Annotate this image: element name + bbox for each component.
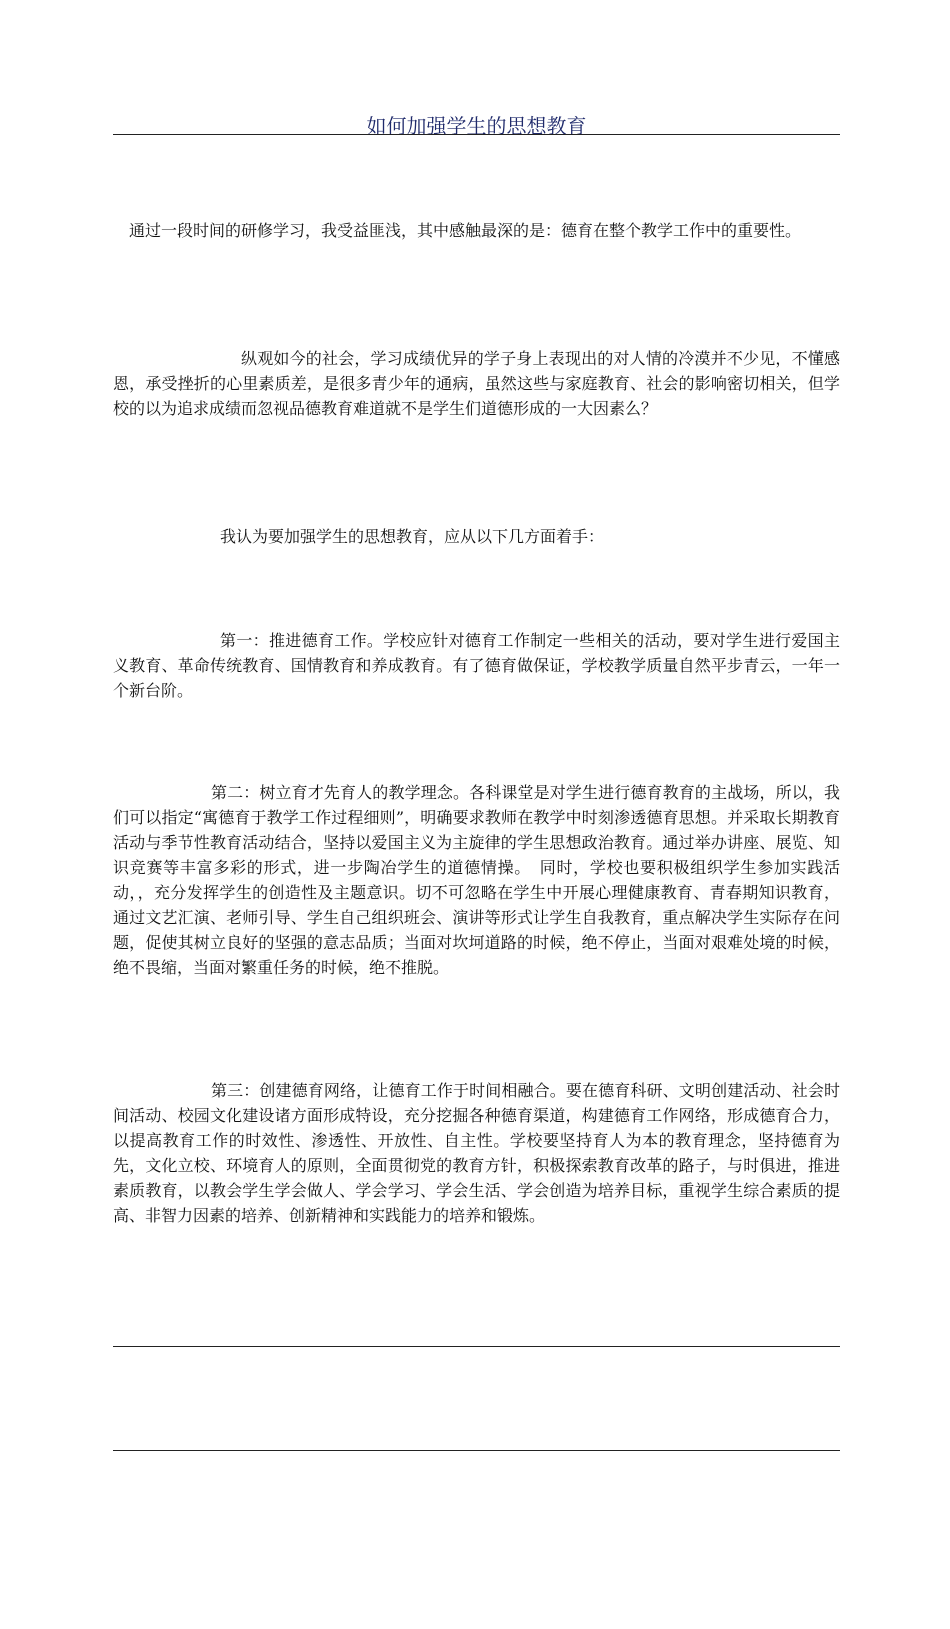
paragraph-approach: 我认为要加强学生的思想教育，应从以下几方面着手： bbox=[220, 527, 605, 546]
title-underline bbox=[113, 134, 840, 135]
paragraph-intro: 通过一段时间的研修学习，我受益匪浅，其中感触最深的是：德育在整个教学工作中的重要性。 bbox=[129, 221, 802, 240]
paragraph-society: 纵观如今的社会，学习成绩优异的学子身上表现出的对人情的冷漠并不少见，不懂感恩，承受挫折的心里素质差，是很多青少年的通病，虽然这些与家庭教育、社会的影响密切相关，但学校的以为追求成绩而忽视品德教育难道就不是学生们道德形成的一大因素么？ bbox=[113, 349, 840, 418]
document-title: 如何加强学生的思想教育 bbox=[366, 114, 587, 138]
paragraph-point-three: 第三：创建德育网络，让德育工作于时间相融合。要在德育科研、文明创建活动、社会时间活动、校园文化建设诸方面形成特设，充分挖掘各种德育渠道，构建德育工作网络，形成德育合力，以提高教育工作的时效性、渗透性、开放性、自主性。学校要坚持育人为本的教育理念，坚持德育为先，文化立校、环境育人的原则，全面贯彻党的教育方针，积极探索教育改革的路子，与时俱进，推进素质教育，以教会学生学会做人、学会学习、学会生活、学会创造为培养目标，重视学生综合素质的提高、非智力因素的培养、创新精神和实践能力的培养和锻炼。 bbox=[113, 1081, 840, 1225]
footer-rule-upper bbox=[113, 1346, 840, 1347]
footer-rule-lower bbox=[113, 1450, 840, 1451]
paragraph-point-two: 第二：树立育才先育人的教学理念。各科课堂是对学生进行德育教育的主战场，所以，我们可以指定“寓德育于教学工作过程细则”，明确要求教师在教学中时刻渗透德育思想。并采取长期教育活动与季节性教育活动结合，坚持以爱国主义为主旋律的学生思想政治教育。通过举办讲座、展览、知识竞赛等丰富多彩的形式，进一步陶冶学生的道德情操。 同时，学校也要积极组织学生参加实践活动，，充分发挥学生的创造性及主题意识。切不可忽略在学生中开展心理健康教育、青春期知识教育，通过文艺汇演、老师引导、学生自己组织班会、演讲等形式让学生自我教育，重点解决学生实际存在问题，促使其树立良好的坚强的意志品质；当面对坎坷道路的时候，绝不停止，当面对艰难处境的时候，绝不畏缩，当面对繁重任务的时候，绝不推脱。 bbox=[113, 783, 840, 977]
paragraph-point-one: 第一：推进德育工作。学校应针对德育工作制定一些相关的活动，要对学生进行爱国主义教育、革命传统教育、国情教育和养成教育。有了德育做保证，学校教学质量自然平步青云，一年一个新台阶。 bbox=[113, 631, 840, 700]
